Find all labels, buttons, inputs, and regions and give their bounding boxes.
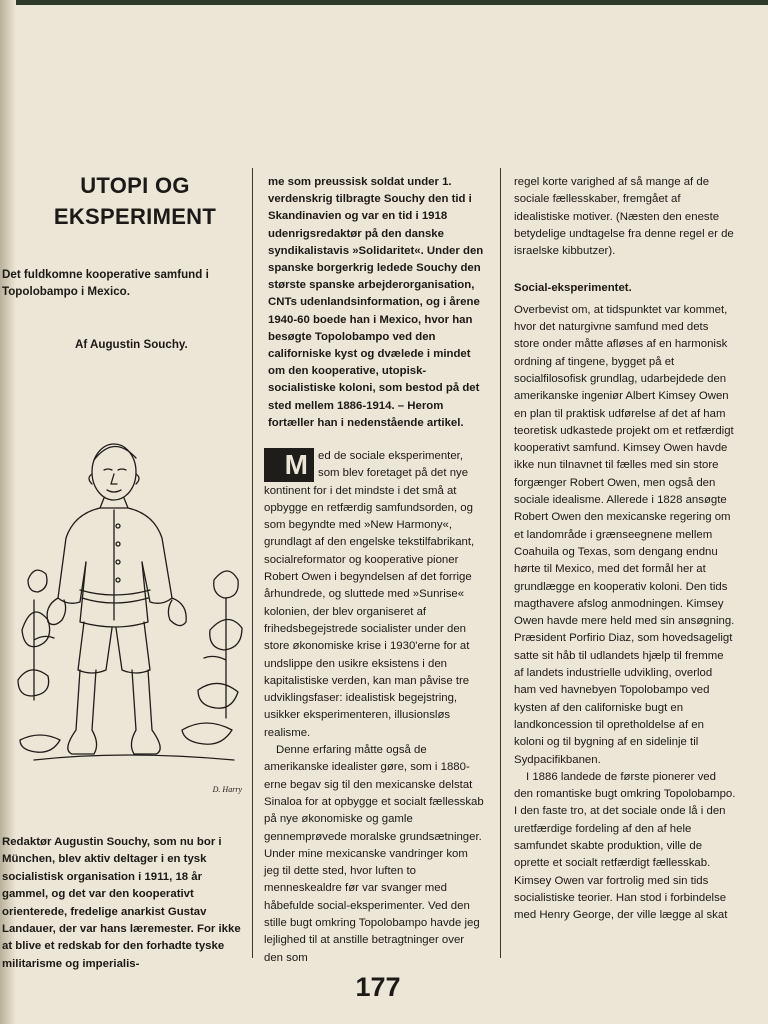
page-top-edge (0, 0, 768, 5)
body-paragraph-4: Overbevist om, at tidspunktet var kommet, hvor det naturgivne samfund med dets store onder måtte afløses af en harmonisk ordning af tingene, bygget på et socialfilosofisk grundlag, udarbejdede den amerikanske ingeniør Albert Kimsey Owen en plan til praktisk udførelse af det af ham teoretisk udkastede projekt om et retfærdigt kooperativt samfund. Kimsey Owen havde ikke nun tilnavnet til fælles med sin store forgænger Robert Owen, men også den sociale idealisme. Allerede i 1828 ansøgte Robert Owen den mexicanske regering om et landområde i grænseegnene mellem Coahuila og Texas, som dengang endnu hørte til Mexico, med det formål her at grundlægge en kooperativ koloni. Den tids magthavere afslog anmodningen. Kimsey Owen havde mere held med sin ansøgning. Præsident Porfirio Diaz, som hovedsageligt satte sit håb til udlandets hjælp til fremme af landets industrielle udvikling, overlod ham ved havnebyen Topolobampo ved kysten af den californiske bugt en landkoncession til opretholdelse af en koloni og til bygning af en sidelinje til Sydpacifikbanen. (514, 303, 735, 766)
body-paragraph-1: ed de sociale eksperimenter, som blev foretaget på det nye kontinent for i det mindste i det små at opbygge en retfærdig samfundsorden, og som begyndte med »New Harmony«, grundlagt af den engelske tekstilfabrikant, socialreformator og kooperative pioner Robert Owen i begyndelsen af det forrige århundrede, og sluttede med »Sunrise« kolonien, der blev organiseret af frihedsbegejstrede socialister under den store økonomiske krise i 1930'erne for at undslippe den usikre eksistens i den kapitalistiske verden, kan man påvise tre udviklingsfaser: idealistisk begejstring, usikker eksperimenteren, illusionsløs realisme. (264, 450, 475, 739)
illustration-signature: D. Harry (212, 785, 242, 794)
column-rule-right (500, 168, 501, 958)
body-paragraph-3: regel korte varighed af så mange af de sociale fællesskaber, fremgået af idealistiske motiver. (Næsten den eneste betydelige undtagelse fra denne regel er de israelske kibbutzer). (514, 176, 734, 258)
article-subtitle: Det fuldkomne kooperative samfund i Topolobampo i Mexico. (2, 268, 209, 298)
body-column-middle (264, 448, 486, 967)
author-bio: Redaktør Augustin Souchy, som nu bor i München, blev aktiv deltager i en tysk socialistisk organisation i 1911, 18 år gammel, og det var den kooperativt orienterede, fredelige anarkist Gustav Landauer, der var hans læremester. For ikke at blive et redskab for den forhadte tyske militarisme og imperialis- (2, 836, 241, 970)
column-rule-left (252, 168, 253, 958)
body-paragraph-5: I 1886 landede de første pionerer ved den romantiske bugt omkring Topolobampo. I den faste tro, at det sociale onde lå i den uretfærdige fordeling af den af hele samfundet skabte produktion, ville de oprette et socialt retfærdigt fællesskab. Kimsey Owen var fortrolig med sin tids socialistiske teorier. Han stod i forbindelse med Henry George, der ville lægge al skat (514, 770, 736, 922)
section-heading: Social-eksperimentet. (514, 282, 632, 295)
article-title: UTOPI OG EKSPERIMENT (53, 173, 217, 229)
body-column-right (514, 174, 736, 924)
portrait-illustration (14, 430, 250, 802)
intro-continued: me som preussisk soldat under 1. verdenskrig tilbragte Souchy den tid i Skandinavien og var en tid i 1918 udenrigsredaktør på den danske syndikalistavis »Solidaritet«. Under den spanske borgerkrig ledede Souchy den største spanske arbejderorganisation, CNTs udenlandsinformation, og i årene 1940-60 boede han i Mexico, hvor han besøgte Topolobampo ved den californiske kyst og dvælede i mindet om den kooperative, utopisk-socialistiske koloni, som bestod på det sted mellem 1886-1914. – Herom fortæller han i nedenstående artikel. (268, 176, 484, 429)
page-number: 177 (355, 972, 401, 1002)
drop-cap: M (264, 448, 314, 482)
body-paragraph-2: Denne erfaring måtte også de amerikanske idealister gøre, som i 1880-erne begav sig til den mexicanske delstat Sinaloa for at opbygge et socialt fællesskab på nye økonomiske og gamle gennemprøvede moralske grundsætninger. Under mine mexicanske vandringer kom jeg til dette sted, hvor luften to menneskealdre før var svanger med håbefulde social-eksperimenter. Ved den stille bugt omkring Topolobampo havde jeg lejlighed til at anstille betragtninger over den som (264, 744, 484, 964)
article-byline: Af Augustin Souchy. (75, 338, 188, 351)
